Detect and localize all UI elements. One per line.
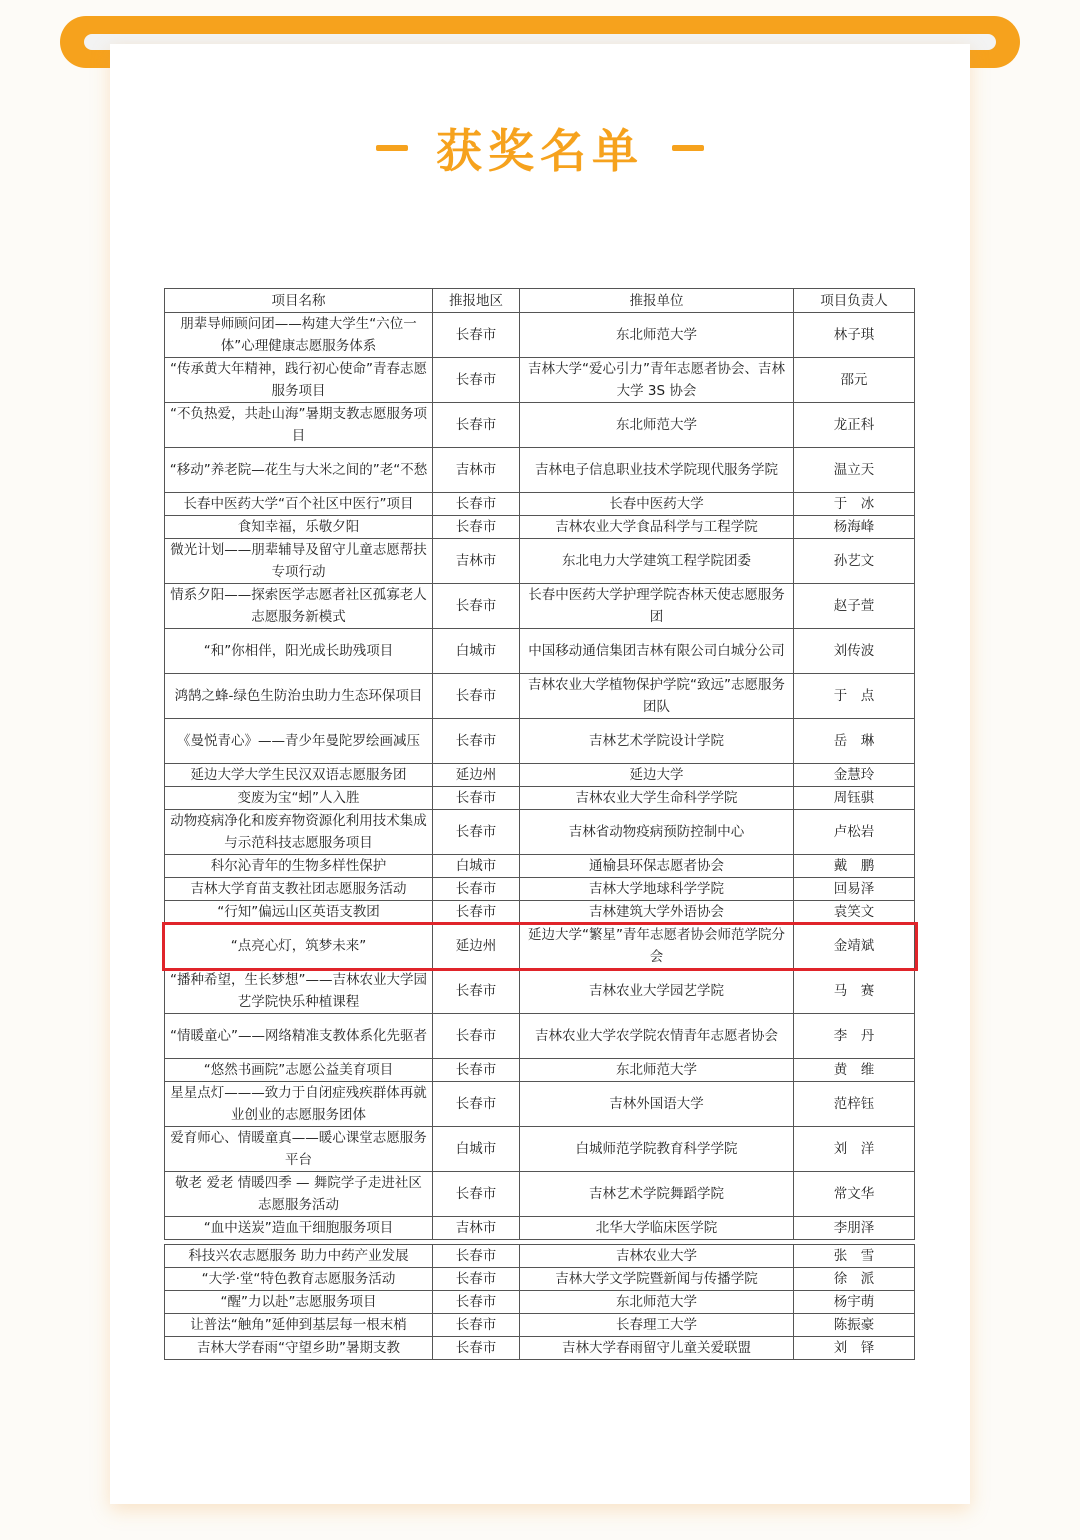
unit-cell: 北华大学临床医学院: [520, 1217, 794, 1240]
leader-cell: 马 赛: [794, 969, 915, 1014]
project-name-cell: “情暖童心”——网络精准支教体系化先驱者: [165, 1014, 433, 1059]
unit-cell: 东北师范大学: [520, 313, 794, 358]
project-name-cell: “移动”养老院—花生与大米之间的”老“不愁: [165, 448, 433, 493]
title-dash-left: [376, 145, 408, 151]
table-row: [165, 719, 915, 764]
project-name-cell: “醒”力以赴”志愿服务项目: [165, 1291, 433, 1314]
leader-cell: 周钰骐: [794, 787, 915, 810]
table-row: [165, 1217, 915, 1240]
unit-cell: 吉林大学地球科学学院: [520, 878, 794, 901]
leader-cell: 常文华: [794, 1172, 915, 1217]
leader-cell: 刘 铎: [794, 1337, 915, 1360]
table-row: [165, 539, 915, 584]
unit-cell: 白城师范学院教育科学学院: [520, 1127, 794, 1172]
leader-cell: 龙正科: [794, 403, 915, 448]
leader-cell: 金慧玲: [794, 764, 915, 787]
unit-cell: 吉林大学“爱心引力”青年志愿者协会、吉林大学 3S 协会: [520, 358, 794, 403]
project-name-cell: 延边大学大学生民汉双语志愿服务团: [165, 764, 433, 787]
title-dash-right: [672, 145, 704, 151]
region-cell: 吉林市: [433, 448, 520, 493]
region-cell: 长春市: [433, 584, 520, 629]
unit-cell: 吉林大学春雨留守儿童关爱联盟: [520, 1337, 794, 1360]
leader-cell: 袁笑文: [794, 901, 915, 924]
project-name-cell: “点亮心灯，筑梦未来”: [165, 924, 433, 969]
region-cell: 长春市: [433, 901, 520, 924]
project-name-cell: 动物疫病净化和废弃物资源化利用技术集成与示范科技志愿服务项目: [165, 810, 433, 855]
project-name-cell: “不负热爱，共赴山海”暑期支教志愿服务项目: [165, 403, 433, 448]
unit-cell: 吉林电子信息职业技术学院现代服务学院: [520, 448, 794, 493]
project-name-cell: “行知”偏远山区英语支教团: [165, 901, 433, 924]
project-name-cell: “传承黄大年精神，践行初心使命”青春志愿服务项目: [165, 358, 433, 403]
region-cell: 吉林市: [433, 539, 520, 584]
table-row: [165, 1268, 915, 1291]
region-cell: 长春市: [433, 493, 520, 516]
unit-cell: 吉林外国语大学: [520, 1082, 794, 1127]
region-cell: 白城市: [433, 1127, 520, 1172]
award-table: [164, 288, 915, 1360]
header-project-name: 项目名称: [165, 289, 433, 313]
leader-cell: 杨海峰: [794, 516, 915, 539]
unit-cell: 吉林农业大学植物保护学院“致远”志愿服务团队: [520, 674, 794, 719]
leader-cell: 于 冰: [794, 493, 915, 516]
unit-cell: 长春中医药大学: [520, 493, 794, 516]
unit-cell: 延边大学“繁星”青年志愿者协会师范学院分会: [520, 924, 794, 969]
region-cell: 白城市: [433, 855, 520, 878]
leader-cell: 徐 派: [794, 1268, 915, 1291]
region-cell: 长春市: [433, 516, 520, 539]
leader-cell: 回易泽: [794, 878, 915, 901]
table-row: [165, 403, 915, 448]
table-row: [165, 1082, 915, 1127]
project-name-cell: “大学·堂“特色教育志愿服务活动: [165, 1268, 433, 1291]
header-region: 推报地区: [433, 289, 520, 313]
leader-cell: 于 点: [794, 674, 915, 719]
table-row: [165, 1314, 915, 1337]
project-name-cell: 爱育师心、情暖童真——暖心课堂志愿服务平台: [165, 1127, 433, 1172]
region-cell: 白城市: [433, 629, 520, 674]
table-row: [165, 1127, 915, 1172]
leader-cell: 邵元: [794, 358, 915, 403]
unit-cell: 吉林建筑大学外语协会: [520, 901, 794, 924]
project-name-cell: 微光计划——朋辈辅导及留守儿童志愿帮扶专项行动: [165, 539, 433, 584]
table-row: [165, 358, 915, 403]
project-name-cell: 鸿鹄之蜂-绿色生防治虫助力生态环保项目: [165, 674, 433, 719]
table-row: [165, 1291, 915, 1314]
project-name-cell: 敬老 爱老 情暖四季 — 舞院学子走进社区志愿服务活动: [165, 1172, 433, 1217]
header-leader: 项目负责人: [794, 289, 915, 313]
table-row: [165, 878, 915, 901]
region-cell: 长春市: [433, 1314, 520, 1337]
table-row: [165, 969, 915, 1014]
region-cell: 延边州: [433, 764, 520, 787]
project-name-cell: “血中送炭”造血干细胞服务项目: [165, 1217, 433, 1240]
project-name-cell: 情系夕阳——探索医学志愿者社区孤寡老人志愿服务新模式: [165, 584, 433, 629]
unit-cell: 东北师范大学: [520, 1059, 794, 1082]
leader-cell: 林子琪: [794, 313, 915, 358]
unit-cell: 吉林省动物疫病预防控制中心: [520, 810, 794, 855]
project-name-cell: 让普法“触角”延伸到基层每一根末梢: [165, 1314, 433, 1337]
unit-cell: 吉林艺术学院舞蹈学院: [520, 1172, 794, 1217]
table-row: [165, 448, 915, 493]
table-row: [165, 855, 915, 878]
leader-cell: 金靖斌: [794, 924, 915, 969]
page-title: 获奖名单: [436, 124, 644, 178]
table-row-highlighted: [165, 924, 915, 969]
table-row: [165, 1337, 915, 1360]
leader-cell: 刘 洋: [794, 1127, 915, 1172]
project-name-cell: “悠然书画院”志愿公益美育项目: [165, 1059, 433, 1082]
leader-cell: 陈振豪: [794, 1314, 915, 1337]
region-cell: 长春市: [433, 1082, 520, 1127]
leader-cell: 刘传波: [794, 629, 915, 674]
unit-cell: 吉林农业大学园艺学院: [520, 969, 794, 1014]
region-cell: 长春市: [433, 969, 520, 1014]
header-unit: 推报单位: [520, 289, 794, 313]
table-row: [165, 516, 915, 539]
leader-cell: 赵子萱: [794, 584, 915, 629]
unit-cell: 吉林农业大学食品科学与工程学院: [520, 516, 794, 539]
project-name-cell: 食知幸福，乐敬夕阳: [165, 516, 433, 539]
table-row: [165, 764, 915, 787]
table-row: [165, 674, 915, 719]
project-name-cell: 科尔沁青年的生物多样性保护: [165, 855, 433, 878]
unit-cell: 延边大学: [520, 764, 794, 787]
table-row: [165, 629, 915, 674]
unit-cell: 中国移动通信集团吉林有限公司白城分公司: [520, 629, 794, 674]
region-cell: 延边州: [433, 924, 520, 969]
table-row: [165, 584, 915, 629]
unit-cell: 吉林农业大学: [520, 1245, 794, 1268]
region-cell: 长春市: [433, 358, 520, 403]
project-name-cell: 变废为宝“蚓”人入胜: [165, 787, 433, 810]
leader-cell: 卢松岩: [794, 810, 915, 855]
unit-cell: 东北师范大学: [520, 1291, 794, 1314]
project-name-cell: 吉林大学春雨“守望乡助”暑期支教: [165, 1337, 433, 1360]
project-name-cell: “播种希望，生长梦想”——吉林农业大学园艺学院快乐种植课程: [165, 969, 433, 1014]
region-cell: 长春市: [433, 878, 520, 901]
region-cell: 吉林市: [433, 1217, 520, 1240]
project-name-cell: 《曼悦青心》——青少年曼陀罗绘画减压: [165, 719, 433, 764]
table-row: [165, 493, 915, 516]
unit-cell: 吉林艺术学院设计学院: [520, 719, 794, 764]
region-cell: 长春市: [433, 719, 520, 764]
project-name-cell: 科技兴农志愿服务 助力中药产业发展: [165, 1245, 433, 1268]
table-row: [165, 787, 915, 810]
region-cell: 长春市: [433, 1245, 520, 1268]
unit-cell: 吉林农业大学生命科学学院: [520, 787, 794, 810]
region-cell: 长春市: [433, 1059, 520, 1082]
title-banner: [110, 118, 970, 178]
project-name-cell: “和”你相伴，阳光成长助残项目: [165, 629, 433, 674]
unit-cell: 吉林农业大学农学院农情青年志愿者协会: [520, 1014, 794, 1059]
unit-cell: 通榆县环保志愿者协会: [520, 855, 794, 878]
leader-cell: 黄 维: [794, 1059, 915, 1082]
region-cell: 长春市: [433, 810, 520, 855]
leader-cell: 杨宇萌: [794, 1291, 915, 1314]
leader-cell: 李 丹: [794, 1014, 915, 1059]
table-row: [165, 313, 915, 358]
leader-cell: 戴 鹏: [794, 855, 915, 878]
unit-cell: 吉林大学文学院暨新闻与传播学院: [520, 1268, 794, 1291]
leader-cell: 温立天: [794, 448, 915, 493]
region-cell: 长春市: [433, 1337, 520, 1360]
award-table-container: [164, 288, 916, 1360]
project-name-cell: 长春中医药大学“百个社区中医行”项目: [165, 493, 433, 516]
table-row: [165, 1059, 915, 1082]
project-name-cell: 吉林大学育苗支教社团志愿服务活动: [165, 878, 433, 901]
leader-cell: 岳 琳: [794, 719, 915, 764]
table-row: [165, 810, 915, 855]
table-row: [165, 1172, 915, 1217]
table-row: [165, 901, 915, 924]
leader-cell: 李朋泽: [794, 1217, 915, 1240]
table-row: [165, 1245, 915, 1268]
unit-cell: 东北师范大学: [520, 403, 794, 448]
project-name-cell: 朋辈导师顾问团——构建大学生“六位一体”心理健康志愿服务体系: [165, 313, 433, 358]
leader-cell: 范梓钰: [794, 1082, 915, 1127]
region-cell: 长春市: [433, 674, 520, 719]
unit-cell: 东北电力大学建筑工程学院团委: [520, 539, 794, 584]
region-cell: 长春市: [433, 1014, 520, 1059]
region-cell: 长春市: [433, 1172, 520, 1217]
project-name-cell: 星星点灯———致力于自闭症残疾群体再就业创业的志愿服务团体: [165, 1082, 433, 1127]
leader-cell: 孙艺文: [794, 539, 915, 584]
leader-cell: 张 雪: [794, 1245, 915, 1268]
region-cell: 长春市: [433, 787, 520, 810]
region-cell: 长春市: [433, 313, 520, 358]
region-cell: 长春市: [433, 403, 520, 448]
unit-cell: 长春中医药大学护理学院杏林天使志愿服务团: [520, 584, 794, 629]
region-cell: 长春市: [433, 1268, 520, 1291]
table-row: [165, 1014, 915, 1059]
table-header-row: [165, 289, 915, 313]
unit-cell: 长春理工大学: [520, 1314, 794, 1337]
region-cell: 长春市: [433, 1291, 520, 1314]
